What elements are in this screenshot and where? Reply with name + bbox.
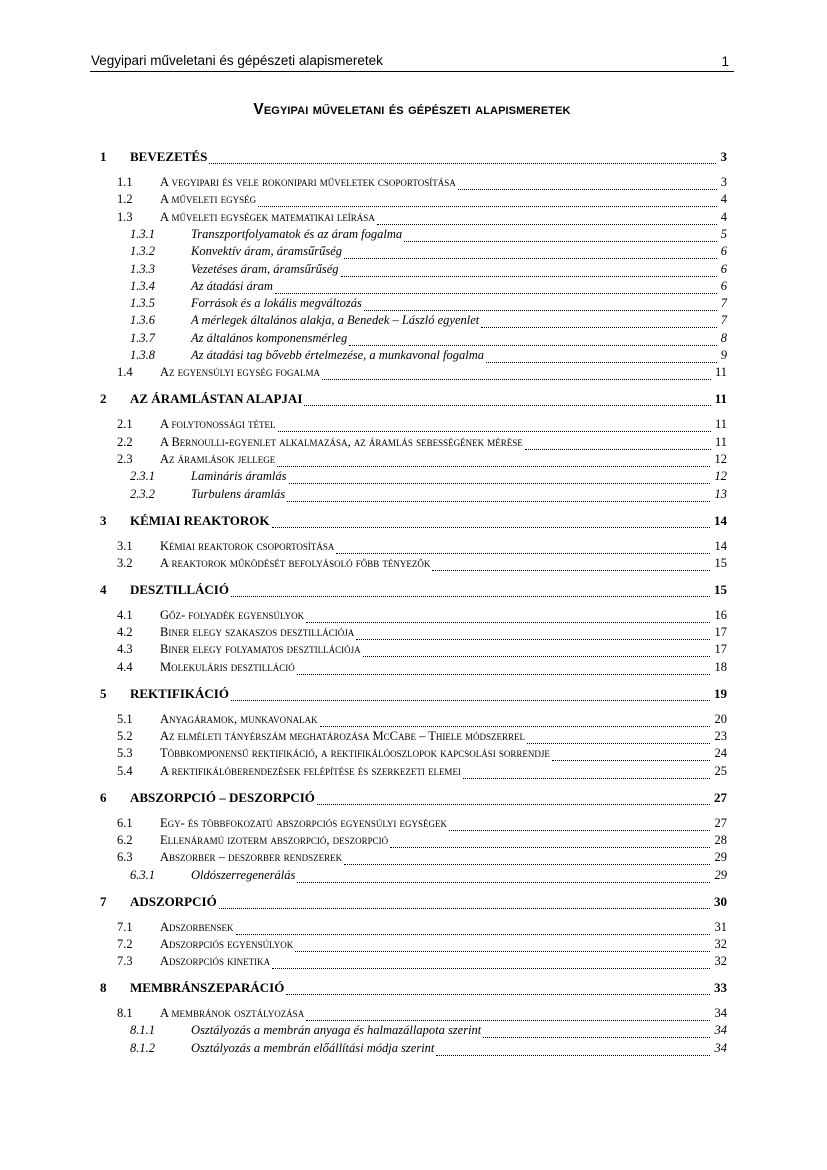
toc-entry-number: 2 xyxy=(100,391,107,407)
toc-entry-page: 19 xyxy=(714,685,727,701)
toc-dot-leader xyxy=(287,500,710,502)
toc-dot-leader xyxy=(344,257,717,259)
toc-entry-title: ADSZORPCIÓ xyxy=(130,893,217,909)
toc-entry[interactable] xyxy=(90,469,727,486)
toc-entry-page: 34 xyxy=(714,1023,727,1038)
toc-entry-page: 20 xyxy=(714,711,727,726)
toc-entry-page: 18 xyxy=(714,659,727,674)
toc-entry-number: 1.2 xyxy=(117,192,133,207)
toc-entry-title: Az egyensúlyi egység fogalma xyxy=(160,365,320,380)
toc-entry-number: 1 xyxy=(100,149,107,164)
toc-entry[interactable] xyxy=(90,625,727,642)
toc-entry-title: Egy- és többfokozatú abszorpciós egyensúlyi egységek xyxy=(160,815,448,830)
document-title: Vegyipai műveletani és gépészeti alapismeretek xyxy=(253,101,571,118)
toc-entry-title: A reaktorok működését befolyásoló főbb tényezők xyxy=(160,555,431,570)
toc-entry-title: Biner elegy folyamatos desztillációja xyxy=(160,642,361,657)
toc-entry-title: KÉMIAI REAKTOROK xyxy=(130,512,270,528)
toc-entry-page: 11 xyxy=(714,391,727,407)
toc-dot-leader xyxy=(322,378,711,380)
toc-entry-number: 7 xyxy=(100,893,107,909)
toc-entry-number: 3 xyxy=(100,512,107,528)
toc-entry-title: Molekuláris desztilláció xyxy=(160,659,295,674)
toc-entry-number: 4.2 xyxy=(117,625,133,640)
header-page-number: 1 xyxy=(721,54,729,69)
toc-entry-number: 5.4 xyxy=(117,763,133,778)
toc-dot-leader xyxy=(377,223,717,225)
toc-dot-leader xyxy=(295,950,710,952)
toc-entry-number: 7.2 xyxy=(117,936,133,951)
toc-entry-page: 6 xyxy=(720,278,727,293)
toc-dot-leader xyxy=(306,621,710,623)
toc-entry-number: 1.3 xyxy=(117,209,133,224)
toc-entry-number: 5.2 xyxy=(117,729,133,743)
toc-entry-page: 32 xyxy=(714,936,727,951)
toc-entry-number: 7.1 xyxy=(117,919,133,934)
toc-entry-title: Lamináris áramlás xyxy=(191,469,287,484)
toc-entry-page: 27 xyxy=(714,815,727,830)
toc-entry-number: 6.3 xyxy=(117,850,133,865)
toc-dot-leader xyxy=(275,292,717,294)
toc-dot-leader xyxy=(231,595,710,597)
toc-entry-page: 14 xyxy=(714,512,727,528)
toc-entry-number: 6.2 xyxy=(117,832,133,847)
toc-entry-title: Adszorbensek xyxy=(160,919,234,934)
toc-entry-title: Adszorpciós kinetika xyxy=(160,954,271,969)
toc-entry-page: 29 xyxy=(714,867,727,882)
toc-entry[interactable] xyxy=(90,833,727,850)
toc-entry-number: 5 xyxy=(100,685,107,701)
toc-entry[interactable] xyxy=(90,894,727,911)
toc-entry-title: A Bernoulli-egyenlet alkalmazása, az áramlás sebességének mérése xyxy=(160,434,523,449)
toc-entry-title: A folytonossági tétel xyxy=(160,417,276,432)
toc-dot-leader xyxy=(363,655,710,657)
toc-entry-title: Abszorber – deszorber rendszerek xyxy=(160,850,343,865)
toc-entry-page: 31 xyxy=(714,919,727,934)
toc-entry-title: Források és a lokális megváltozás xyxy=(191,296,362,311)
toc-entry[interactable] xyxy=(90,954,727,971)
toc-entry-number: 2.3.2 xyxy=(130,486,155,501)
toc-dot-leader xyxy=(390,846,710,848)
toc-dot-leader xyxy=(432,569,710,571)
toc-entry-title: A műveleti egységek matematikai leírása xyxy=(160,209,375,224)
toc-entry-title: Az elméleti tányérszám meghatározása McCabe – Thiele módszerrel xyxy=(160,729,525,743)
toc-entry-number: 2.1 xyxy=(117,417,133,432)
toc-entry-title: ABSZORPCIÓ – DESZORPCIÓ xyxy=(130,789,315,805)
toc-entry-title: Anyagáramok, munkavonalak xyxy=(160,711,318,726)
toc-entry-title: Az általános komponensmérleg xyxy=(191,330,348,345)
toc-dot-leader xyxy=(341,275,717,277)
toc-entry[interactable] xyxy=(90,608,727,625)
toc-entry-page: 14 xyxy=(714,538,727,553)
toc-entry-number: 8.1.1 xyxy=(130,1023,155,1038)
toc-entry-title: Az átadási tag bővebb értelmezése, a munkavonal fogalma xyxy=(191,348,485,362)
running-title: Vegyipari műveletani és gépészeti alapismeretek xyxy=(91,53,383,68)
toc-entry[interactable] xyxy=(90,279,727,296)
toc-dot-leader xyxy=(483,1036,710,1038)
toc-entry-title: BEVEZETÉS xyxy=(130,149,208,164)
toc-entry[interactable] xyxy=(90,227,727,244)
toc-entry[interactable] xyxy=(90,513,727,530)
toc-dot-leader xyxy=(219,907,710,909)
toc-entry-number: 6.1 xyxy=(117,815,133,830)
toc-entry-title: Turbulens áramlás xyxy=(191,486,286,501)
toc-dot-leader xyxy=(463,777,710,779)
toc-entry-title: Osztályozás a membrán anyaga és halmazállapota szerint xyxy=(191,1023,482,1038)
toc-entry[interactable] xyxy=(90,980,727,997)
toc-entry-page: 17 xyxy=(714,625,727,640)
toc-dot-leader xyxy=(278,430,711,432)
toc-entry[interactable] xyxy=(90,937,727,954)
toc-entry[interactable] xyxy=(90,539,727,556)
toc-entry-page: 30 xyxy=(714,893,727,909)
toc-entry-page: 28 xyxy=(714,832,727,847)
toc-entry-number: 1.3.7 xyxy=(130,330,155,345)
toc-entry-number: 8.1 xyxy=(117,1006,133,1021)
toc-entry[interactable] xyxy=(90,149,727,166)
toc-entry-title: A rektifikálóberendezések felépítése és szerkezeti elemei xyxy=(160,763,461,778)
toc-entry[interactable] xyxy=(90,1006,727,1023)
toc-entry-title: Konvektív áram, áramsűrűség xyxy=(191,244,343,259)
toc-entry[interactable] xyxy=(90,313,727,330)
toc-dot-leader xyxy=(286,993,710,995)
toc-entry-page: 15 xyxy=(714,555,727,570)
toc-entry-number: 4.4 xyxy=(117,659,133,674)
toc-entry-page: 6 xyxy=(720,244,727,259)
toc-dot-leader xyxy=(209,162,716,164)
toc-entry[interactable] xyxy=(90,391,727,408)
toc-entry-number: 1.3.1 xyxy=(130,226,155,241)
toc-entry-title: Kémiai reaktorok csoportosítása xyxy=(160,538,335,553)
toc-entry-page: 4 xyxy=(720,192,727,207)
toc-entry-number: 3.1 xyxy=(117,538,133,553)
toc-entry-title: Gőz- folyadék egyensúlyok xyxy=(160,607,305,622)
toc-entry-number: 1.4 xyxy=(117,365,133,380)
toc-entry[interactable] xyxy=(90,746,727,763)
toc-entry-number: 2.2 xyxy=(117,434,133,449)
toc-entry[interactable] xyxy=(90,435,727,452)
toc-dot-leader xyxy=(364,309,717,311)
toc-entry-page: 15 xyxy=(714,581,727,597)
toc-entry-page: 33 xyxy=(714,980,727,996)
toc-entry[interactable] xyxy=(90,192,727,209)
toc-entry-number: 6.3.1 xyxy=(130,867,155,882)
toc-entry-number: 2.3 xyxy=(117,451,133,466)
toc-entry-page: 11 xyxy=(714,365,727,380)
toc-entry[interactable] xyxy=(90,556,727,573)
toc-entry-number: 5.3 xyxy=(117,746,133,761)
toc-entry-number: 1.3.8 xyxy=(130,348,155,362)
toc-entry-number: 5.1 xyxy=(117,711,133,726)
toc-entry-page: 11 xyxy=(714,434,727,449)
toc-entry[interactable] xyxy=(90,175,727,192)
toc-entry-page: 34 xyxy=(714,1006,727,1021)
toc-dot-leader xyxy=(320,725,710,727)
toc-entry[interactable] xyxy=(90,244,727,261)
toc-entry-title: A vegyipari és vele rokonipari műveletek csoportosítása xyxy=(160,175,456,189)
toc-entry-page: 9 xyxy=(720,348,727,362)
toc-entry-title: DESZTILLÁCIÓ xyxy=(130,581,229,597)
toc-entry-page: 23 xyxy=(714,729,727,743)
toc-entry-title: AZ ÁRAMLÁSTAN ALAPJAI xyxy=(130,391,303,407)
toc-entry[interactable] xyxy=(90,920,727,937)
toc-entry[interactable] xyxy=(90,712,727,729)
toc-entry-title: Ellenáramú izoterm abszorpció, deszorpció xyxy=(160,832,389,847)
toc-entry[interactable] xyxy=(90,452,727,469)
toc-entry[interactable] xyxy=(90,365,727,382)
toc-dot-leader xyxy=(404,240,717,242)
toc-entry-title: Transzportfolyamatok és az áram fogalma xyxy=(191,226,403,241)
toc-dot-leader xyxy=(317,803,710,805)
toc-entry[interactable] xyxy=(90,210,727,227)
toc-entry-title: Vezetéses áram, áramsűrűség xyxy=(191,261,339,276)
toc-dot-leader xyxy=(272,526,710,528)
toc-entry[interactable] xyxy=(90,296,727,313)
toc-dot-leader xyxy=(336,552,710,554)
toc-entry-title: Az áramlások jellege xyxy=(160,451,276,466)
toc-entry-number: 1.3.3 xyxy=(130,261,155,276)
toc-entry[interactable] xyxy=(90,850,727,867)
toc-entry-number: 1.1 xyxy=(117,175,133,189)
toc-entry-number: 4.1 xyxy=(117,607,133,622)
toc-entry[interactable] xyxy=(90,1041,727,1058)
toc-entry[interactable] xyxy=(90,660,727,677)
toc-entry[interactable] xyxy=(90,487,727,504)
toc-entry[interactable] xyxy=(90,868,727,885)
toc-dot-leader xyxy=(304,404,711,406)
toc-entry-title: A mérlegek általános alakja, a Benedek – László egyenlet xyxy=(191,313,480,328)
toc-entry-page: 17 xyxy=(714,642,727,657)
toc-dot-leader xyxy=(258,205,717,207)
toc-entry-title: MEMBRÁNSZEPARÁCIÓ xyxy=(130,980,285,996)
toc-entry[interactable] xyxy=(90,764,727,781)
toc-dot-leader xyxy=(436,1054,710,1056)
toc-dot-leader xyxy=(527,742,710,744)
toc-dot-leader xyxy=(289,482,710,484)
toc-dot-leader xyxy=(486,361,717,363)
toc-entry-number: 6 xyxy=(100,789,107,805)
toc-entry-number: 4.3 xyxy=(117,642,133,657)
toc-dot-leader xyxy=(481,326,717,328)
toc-entry-number: 8.1.2 xyxy=(130,1040,155,1055)
toc-entry-number: 3.2 xyxy=(117,555,133,570)
toc-entry-page: 29 xyxy=(714,850,727,865)
toc-dot-leader xyxy=(356,638,710,640)
toc-entry-page: 32 xyxy=(714,954,727,969)
toc-entry-number: 4 xyxy=(100,581,107,597)
toc-entry-title: Az átadási áram xyxy=(191,278,273,293)
toc-entry-page: 8 xyxy=(720,330,727,345)
toc-entry-title: REKTIFIKÁCIÓ xyxy=(130,685,229,701)
toc-entry-title: Adszorpciós egyensúlyok xyxy=(160,936,294,951)
toc-entry-page: 3 xyxy=(720,149,727,164)
toc-entry-page: 34 xyxy=(714,1040,727,1055)
toc-dot-leader xyxy=(344,863,710,865)
toc-entry-page: 12 xyxy=(714,469,727,484)
toc-entry[interactable] xyxy=(90,582,727,599)
toc-entry[interactable] xyxy=(90,262,727,279)
toc-entry-page: 12 xyxy=(714,451,727,466)
toc-entry[interactable] xyxy=(90,331,727,348)
toc-entry[interactable] xyxy=(90,642,727,659)
toc-dot-leader xyxy=(236,933,710,935)
toc-dot-leader xyxy=(552,759,710,761)
toc-dot-leader xyxy=(306,1019,710,1021)
toc-entry-number: 1.3.6 xyxy=(130,313,155,328)
toc-entry-title: Oldószerregenerálás xyxy=(191,867,296,882)
toc-entry[interactable] xyxy=(90,1023,727,1040)
toc-entry-title: Többkomponensű rektifikáció, a rektifikálóoszlopok kapcsolási sorrendje xyxy=(160,746,550,761)
toc-dot-leader xyxy=(297,881,710,883)
toc-entry[interactable] xyxy=(90,816,727,833)
toc-entry-page: 27 xyxy=(714,789,727,805)
running-header xyxy=(90,52,734,72)
toc-entry-number: 1.3.5 xyxy=(130,296,155,311)
toc-entry-number: 1.3.2 xyxy=(130,244,155,259)
toc-entry-number: 8 xyxy=(100,980,107,996)
toc-dot-leader xyxy=(525,448,711,450)
toc-entry-page: 6 xyxy=(720,261,727,276)
toc-entry-page: 11 xyxy=(714,417,727,432)
toc-entry-number: 7.3 xyxy=(117,954,133,969)
toc-entry-number: 1.3.4 xyxy=(130,278,155,293)
toc-entry[interactable] xyxy=(90,790,727,807)
toc-entry-page: 13 xyxy=(714,486,727,501)
toc-entry-page: 3 xyxy=(720,175,727,189)
toc-entry-title: Biner elegy szakaszos desztillációja xyxy=(160,625,355,640)
toc-dot-leader xyxy=(272,967,710,969)
toc-entry-page: 24 xyxy=(714,746,727,761)
toc-dot-leader xyxy=(449,829,710,831)
toc-entry-page: 25 xyxy=(714,763,727,778)
toc-entry-title: A membránok osztályozása xyxy=(160,1006,305,1021)
toc-entry[interactable] xyxy=(90,686,727,703)
toc-entry-title: Osztályozás a membrán előállítási módja szerint xyxy=(191,1040,435,1055)
toc-entry[interactable] xyxy=(90,348,727,365)
toc-dot-leader xyxy=(277,465,710,467)
toc-entry-page: 7 xyxy=(720,313,727,328)
toc-entry-page: 5 xyxy=(720,226,727,241)
toc-entry-page: 4 xyxy=(720,209,727,224)
toc-dot-leader xyxy=(297,673,710,675)
toc-dot-leader xyxy=(231,699,710,701)
toc-entry-page: 7 xyxy=(720,296,727,311)
toc-dot-leader xyxy=(458,188,717,190)
toc-entry[interactable] xyxy=(90,417,727,434)
toc-entry-title: A műveleti egység xyxy=(160,192,257,207)
toc-entry-number: 2.3.1 xyxy=(130,469,155,484)
toc-dot-leader xyxy=(349,344,717,346)
toc-entry[interactable] xyxy=(90,729,727,746)
toc-entry-page: 16 xyxy=(714,607,727,622)
